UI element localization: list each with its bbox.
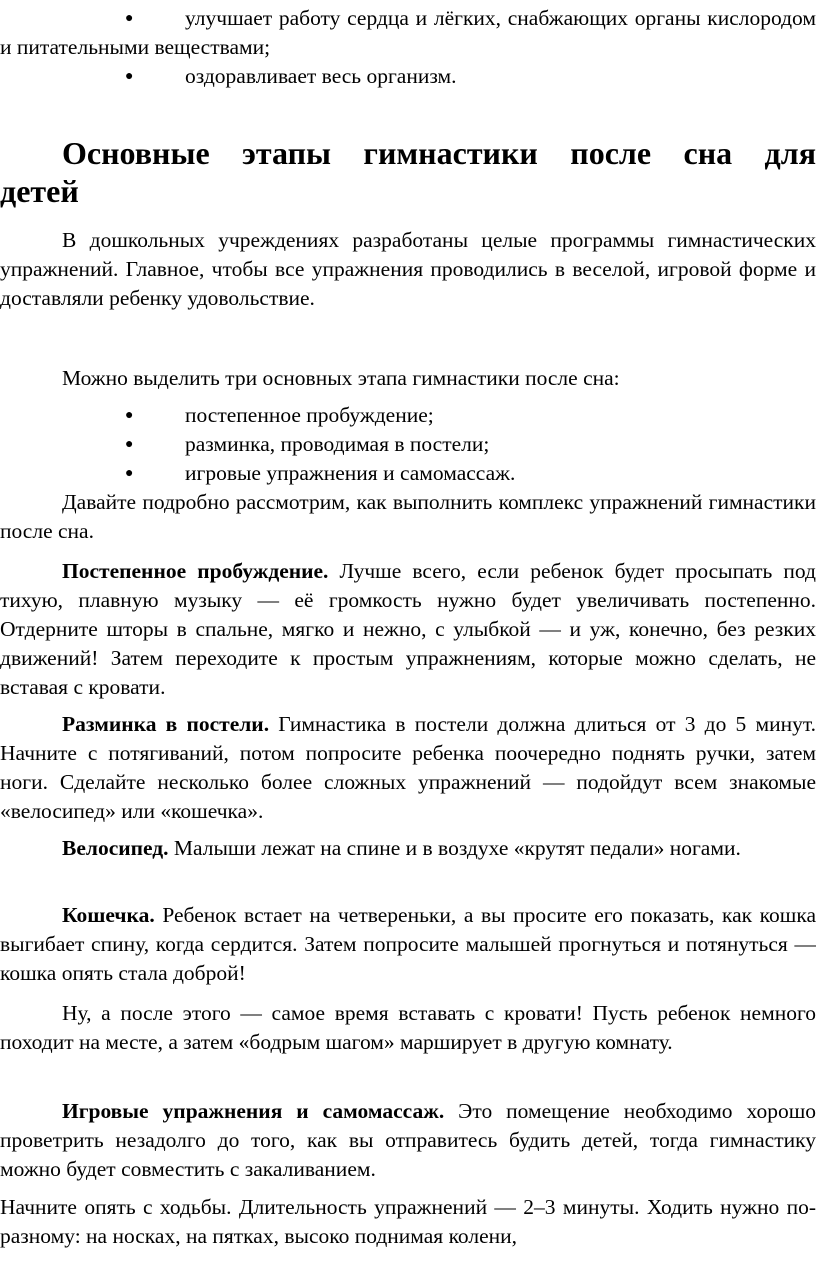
final-paragraph: Начните опять с ходьбы. Длительность упражнений — 2–3 минуты. Ходить нужно по-разному: на носках, на пятках, высоко поднимая колени,	[0, 1195, 816, 1248]
bullet-text: разминка, проводимая в постели;	[185, 432, 490, 456]
section-text: Лучше всего, если ребенок будет просыпать под тихую, плавную музыку — её громкость нужно будет увеличивать постепенно. Отдерните шторы в спальне, мягко и нежно, с улыбкой — и уж, конечно, без резких движений! Затем переходите к простым упражнениям, которые можно сделать, не вставая с кровати.	[0, 559, 816, 699]
bullet-text: игровые упражнения и самомассаж.	[185, 461, 516, 485]
list-item	[0, 459, 816, 488]
section-lead: Игровые упражнения и самомассаж.	[62, 1099, 445, 1123]
section-lead: Постепенное пробуждение.	[62, 559, 329, 583]
section-games-self-massage	[0, 1097, 816, 1184]
section-text: Это помещение необходимо хорошо проветрить незадолго до того, как вы отправитесь будить детей, тогда гимнастику можно будет совместить с закаливанием.	[0, 1099, 816, 1181]
bullet-icon: ●	[125, 11, 134, 26]
details-intro: Давайте подробно рассмотрим, как выполнить комплекс упражнений гимнастики после сна.	[0, 490, 816, 543]
section-text: Гимнастика в постели должна длиться от 3 до 5 минут. Начните с потягиваний, потом попросите ребенка поочередно поднять ручки, затем ноги. Сделайте несколько более сложных упражнений — подойдут всем знакомые «велосипед» или «кошечка».	[0, 712, 816, 823]
list-item	[0, 401, 816, 430]
stages-list	[0, 401, 816, 488]
section-heading: Основные этапы гимнастики после сна для детей	[0, 135, 816, 209]
bullet-icon: ●	[125, 437, 134, 452]
bullet-text: улучшает работу сердца и лёгких, снабжающих органы кислородом и питательными веществами;	[0, 6, 816, 59]
section-lead: Велосипед.	[62, 836, 169, 860]
bullet-icon: ●	[125, 466, 134, 481]
section-warmup-in-bed	[0, 710, 816, 826]
list-item	[0, 430, 816, 459]
intro-paragraph: В дошкольных учреждениях разработаны целые программы гимнастических упражнений. Главное, чтобы все упражнения проводились в веселой, игровой форме и доставляли ребенку удовольствие.	[0, 228, 816, 310]
after-paragraph: Ну, а после этого — самое время вставать с кровати! Пусть ребенок немного походит на месте, а затем «бодрым шагом» марширует в другую комнату.	[0, 1001, 816, 1054]
bullet-text: оздоравливает весь организм.	[185, 64, 457, 88]
section-cat	[0, 901, 816, 988]
section-lead: Кошечка.	[62, 903, 155, 927]
top-bullet-list	[0, 4, 816, 91]
section-lead: Разминка в постели.	[62, 712, 270, 736]
bullet-icon: ●	[125, 408, 134, 423]
section-text: Ребенок встает на четвереньки, а вы просите его показать, как кошка выгибает спину, когда сердится. Затем попросите малышей прогнуться и потянуться — кошка опять стала доброй!	[0, 903, 816, 985]
section-bicycle	[0, 834, 816, 863]
list-item	[0, 62, 816, 91]
stages-intro: Можно выделить три основных этапа гимнастики после сна:	[62, 366, 620, 390]
section-gradual-awakening	[0, 557, 816, 702]
bullet-icon: ●	[125, 69, 134, 84]
section-text: Малыши лежат на спине и в воздухе «крутят педали» ногами.	[168, 836, 741, 860]
bullet-text: постепенное пробуждение;	[185, 403, 434, 427]
list-item	[0, 4, 816, 62]
